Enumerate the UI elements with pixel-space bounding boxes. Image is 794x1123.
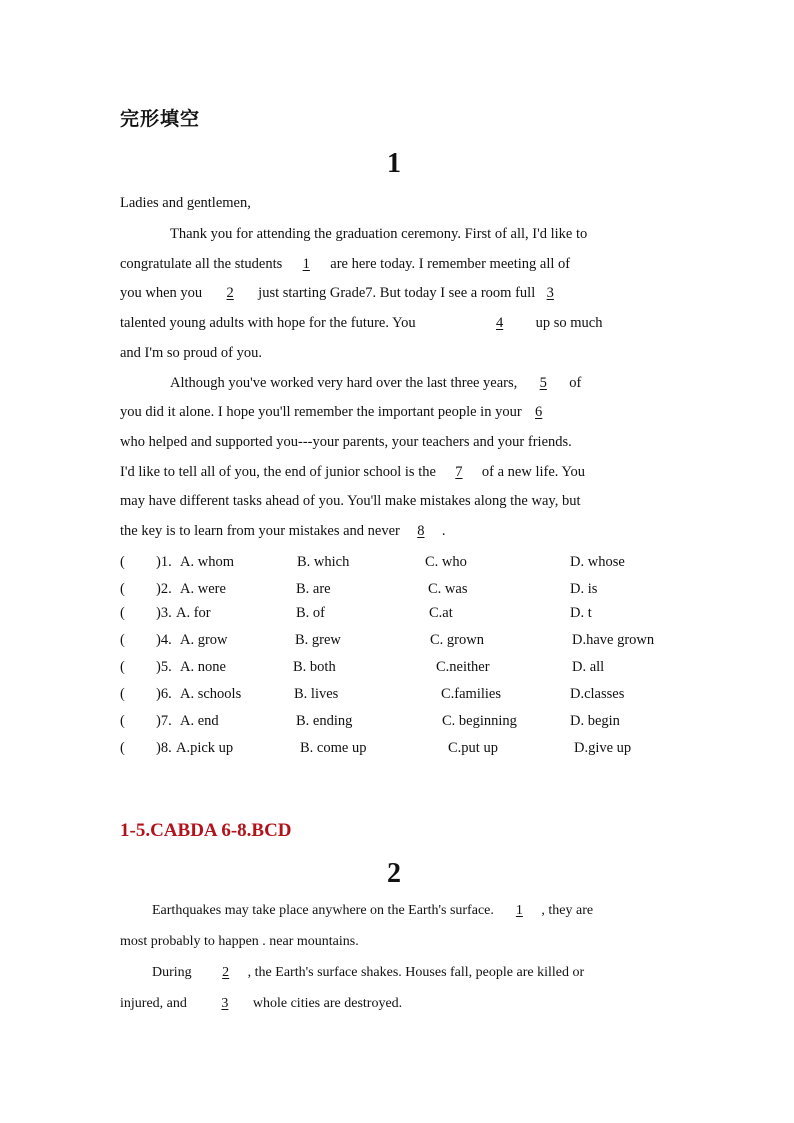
- blank-8: 8: [417, 523, 425, 539]
- option-b: B. are: [296, 581, 331, 597]
- passage-line: injured, and 3 whole cities are destroyed.: [120, 996, 403, 1011]
- blank-4: 4: [495, 315, 504, 331]
- question-row: [120, 554, 680, 574]
- question-row: [120, 605, 680, 625]
- option-c: C. was: [428, 581, 468, 597]
- option-a: A. schools: [180, 686, 242, 702]
- passage-line: may have different tasks ahead of you. You'll make mistakes along the way, but: [120, 493, 581, 509]
- option-b: B. which: [297, 554, 350, 570]
- blank-6: 6: [535, 404, 543, 420]
- option-b: B. both: [293, 659, 336, 675]
- question-number: )1.: [156, 554, 172, 570]
- option-b: B. come up: [300, 740, 367, 756]
- question-row: [120, 740, 680, 760]
- answer-paren: (: [120, 605, 125, 621]
- question-number: )4.: [156, 632, 172, 648]
- question-row: [120, 581, 680, 601]
- answer-paren: (: [120, 554, 125, 570]
- passage-line: most probably to happen . near mountains.: [120, 934, 359, 949]
- blank-3: 3: [546, 285, 554, 301]
- passage-line: Although you've worked very hard over the last three years, 5 of: [170, 375, 582, 391]
- passage-line: the key is to learn from your mistakes and never 8 .: [120, 523, 446, 539]
- passage-line: congratulate all the students 1 are here today. I remember meeting all of: [120, 256, 571, 272]
- passage-line: During 2 , the Earth's surface shakes. Houses fall, people are killed or: [152, 965, 585, 980]
- passage-line: you did it alone. I hope you'll remember the important people in your 6: [120, 404, 556, 421]
- option-c: C.at: [429, 605, 453, 621]
- passage-line: who helped and supported you---your parents, your teachers and your friends.: [120, 434, 572, 450]
- option-a: A. whom: [180, 554, 234, 570]
- question-row: [120, 686, 680, 706]
- question-row: [120, 713, 680, 733]
- blank-2: 2: [222, 965, 230, 980]
- option-a: A. were: [180, 581, 226, 597]
- option-a: A. for: [176, 605, 211, 621]
- blank-2: 2: [226, 285, 234, 301]
- page-heading: 完形填空: [120, 108, 201, 130]
- answer-paren: (: [120, 632, 125, 648]
- option-b: B. of: [296, 605, 325, 621]
- option-a: A. end: [180, 713, 219, 729]
- option-d: D. t: [570, 605, 592, 621]
- blank-1: 1: [302, 256, 310, 272]
- answer-paren: (: [120, 686, 125, 702]
- question-number: )8.: [156, 740, 172, 756]
- blank-7: 7: [455, 464, 463, 480]
- passage-line: Thank you for attending the graduation ceremony. First of all, I'd like to: [170, 226, 588, 242]
- answer-paren: (: [120, 740, 125, 756]
- option-a: A. none: [180, 659, 226, 675]
- option-d: D.give up: [574, 740, 632, 756]
- option-c: C. grown: [430, 632, 484, 648]
- blank-3: 3: [221, 996, 229, 1011]
- passage-line: and I'm so proud of you.: [120, 345, 262, 361]
- option-d: D. all: [572, 659, 605, 675]
- blank-1: 1: [515, 903, 523, 918]
- answer-paren: (: [120, 659, 125, 675]
- question-row: [120, 659, 680, 679]
- option-c: C.put up: [448, 740, 498, 756]
- question-number: )3.: [156, 605, 172, 621]
- passage-line: talented young adults with hope for the future. You 4 up so much: [120, 315, 603, 331]
- option-c: C. beginning: [442, 713, 517, 729]
- option-d: D. begin: [570, 713, 620, 729]
- option-b: B. grew: [295, 632, 341, 648]
- question-number: )5.: [156, 659, 172, 675]
- option-d: D. whose: [570, 554, 625, 570]
- blank-5: 5: [539, 375, 547, 391]
- answer-paren: (: [120, 581, 125, 597]
- question-row: [120, 632, 680, 652]
- option-a: A.pick up: [176, 740, 234, 756]
- section-1-number: 1: [387, 148, 401, 179]
- option-d: D. is: [570, 581, 598, 597]
- passage-line: you when you 2 just starting Grade7. But today I see a room full 3: [120, 285, 565, 302]
- option-c: C.neither: [436, 659, 490, 675]
- option-c: C.families: [441, 686, 502, 702]
- greeting: Ladies and gentlemen,: [120, 195, 251, 211]
- answer-key: 1-5.CABDA 6-8.BCD: [120, 820, 292, 841]
- option-a: A. grow: [180, 632, 228, 648]
- passage-line: I'd like to tell all of you, the end of junior school is the 7 of a new life. You: [120, 464, 586, 480]
- question-number: )7.: [156, 713, 172, 729]
- option-c: C. who: [425, 554, 467, 570]
- answer-paren: (: [120, 713, 125, 729]
- section-2-number: 2: [387, 858, 401, 889]
- question-number: )6.: [156, 686, 172, 702]
- passage-line: Earthquakes may take place anywhere on the Earth's surface. 1 , they are: [152, 903, 594, 918]
- option-b: B. ending: [296, 713, 353, 729]
- option-d: D.classes: [570, 686, 625, 702]
- option-b: B. lives: [294, 686, 339, 702]
- question-number: )2.: [156, 581, 172, 597]
- option-d: D.have grown: [572, 632, 655, 648]
